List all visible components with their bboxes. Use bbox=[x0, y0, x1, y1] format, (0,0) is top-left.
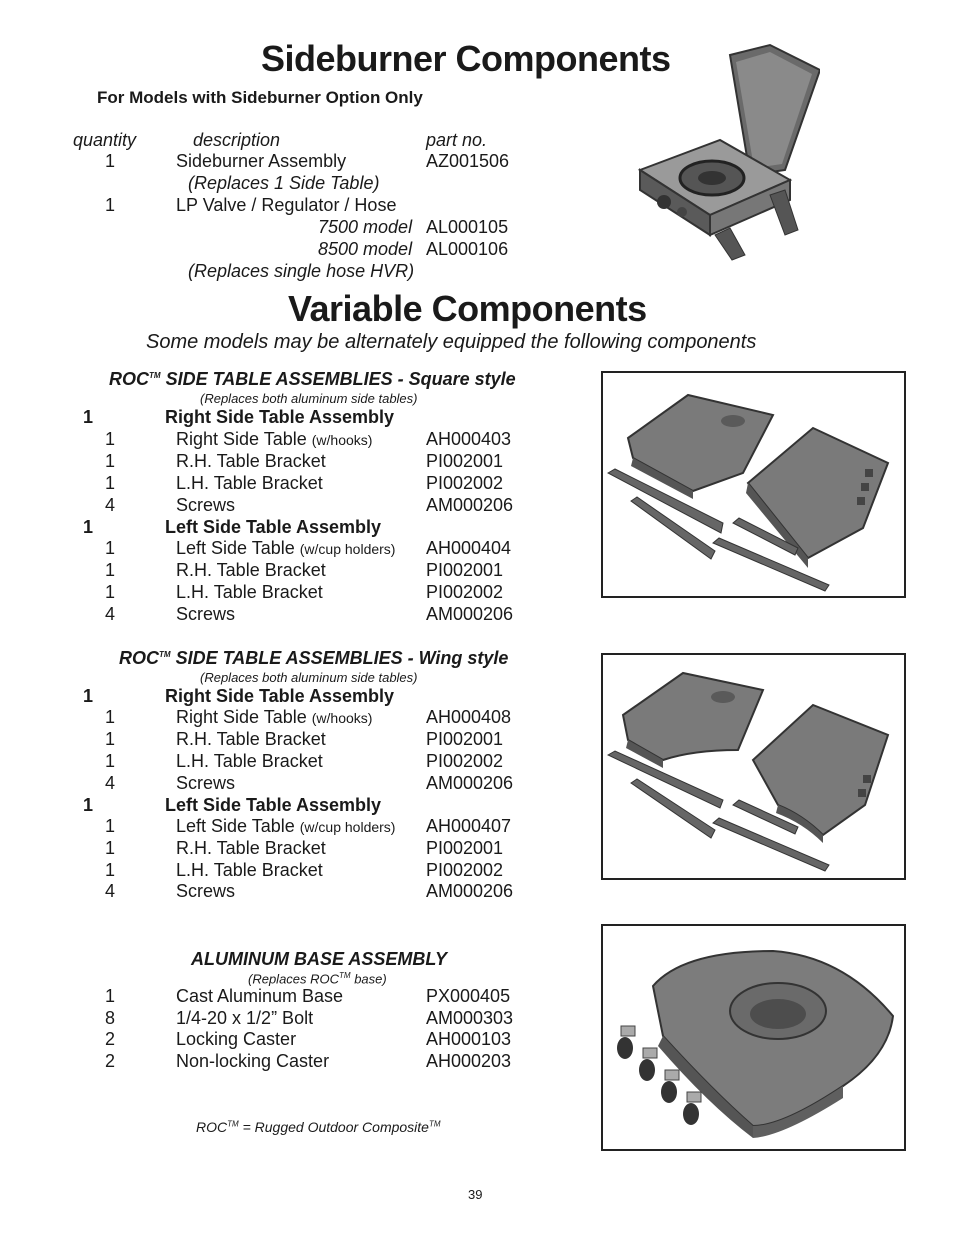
assembly-row bbox=[0, 686, 560, 708]
aluminum-base-note bbox=[248, 971, 387, 986]
table-row bbox=[0, 816, 560, 838]
wing-tables-illustration bbox=[601, 653, 906, 880]
qty: 4 bbox=[104, 773, 115, 793]
header-quantity: quantity bbox=[73, 130, 137, 150]
assembly-label: Left Side Table Assembly bbox=[165, 517, 382, 537]
table-note bbox=[0, 173, 560, 195]
table-row bbox=[0, 151, 560, 173]
table-row bbox=[0, 1029, 560, 1051]
page-number: 39 bbox=[468, 1187, 483, 1202]
qty: 1 bbox=[82, 686, 93, 706]
table-row bbox=[0, 773, 560, 795]
square-style-parts-table bbox=[0, 407, 600, 627]
description: R.H. Table Bracket bbox=[176, 451, 326, 471]
qty: 1 bbox=[104, 986, 115, 1006]
header-description: description bbox=[193, 130, 281, 150]
header-part-no: part no. bbox=[426, 130, 488, 150]
description: R.H. Table Bracket bbox=[176, 560, 326, 580]
part-no: AH000403 bbox=[426, 429, 512, 449]
description: Screws bbox=[176, 881, 236, 901]
table-row bbox=[0, 239, 560, 261]
aluminum-base-drawing bbox=[603, 926, 904, 1149]
qty: 4 bbox=[104, 881, 115, 901]
qty: 1 bbox=[104, 707, 115, 727]
table-row bbox=[0, 451, 560, 473]
model: 8500 model bbox=[318, 239, 413, 259]
assembly-row bbox=[0, 517, 560, 539]
table-row bbox=[0, 429, 560, 451]
note: (Replaces single hose HVR) bbox=[188, 261, 415, 281]
qty: 2 bbox=[104, 1051, 115, 1071]
roc-footnote bbox=[196, 1119, 441, 1135]
assembly-row bbox=[0, 795, 560, 817]
column-headers bbox=[0, 130, 560, 152]
tm-mark: TM bbox=[428, 1119, 441, 1129]
page-title-sideburner: Sideburner Components bbox=[261, 38, 671, 79]
qty: 2 bbox=[104, 1029, 115, 1049]
description: Sideburner Assembly bbox=[176, 151, 347, 171]
qty: 1 bbox=[82, 517, 93, 537]
variable-subtitle: Some models may be alternately equipped the following components bbox=[146, 331, 757, 353]
wing-style-note: (Replaces both aluminum side tables) bbox=[200, 670, 418, 685]
sideburner-illustration bbox=[620, 40, 820, 265]
aluminum-base-header: ALUMINUM BASE ASSEMBLY bbox=[191, 949, 447, 969]
description: L.H. Table Bracket bbox=[176, 473, 323, 493]
table-row bbox=[0, 473, 560, 495]
aluminum-base-parts-table bbox=[0, 986, 600, 1086]
part-no: AZ001506 bbox=[426, 151, 510, 171]
part-no: PX000405 bbox=[426, 986, 511, 1006]
note-text: base) bbox=[350, 971, 387, 987]
part-no: AH000404 bbox=[426, 538, 512, 558]
table-row bbox=[0, 1051, 560, 1073]
qty: 1 bbox=[104, 538, 115, 558]
assembly-row bbox=[0, 407, 560, 429]
part-no: PI002001 bbox=[426, 451, 504, 471]
table-row bbox=[0, 582, 560, 604]
description: L.H. Table Bracket bbox=[176, 582, 323, 602]
qty: 1 bbox=[104, 816, 115, 836]
qty: 1 bbox=[104, 582, 115, 602]
assembly-label: Left Side Table Assembly bbox=[165, 795, 382, 815]
part-no: PI002001 bbox=[426, 560, 504, 580]
footnote-text: ROC bbox=[196, 1119, 228, 1135]
roc-text: ROC bbox=[109, 369, 149, 389]
model: 7500 model bbox=[318, 217, 413, 237]
qty: 1 bbox=[104, 451, 115, 471]
tm-mark: TM bbox=[149, 371, 161, 380]
wing-tables-drawing bbox=[603, 655, 904, 878]
description: R.H. Table Bracket bbox=[176, 729, 326, 749]
table-row bbox=[0, 604, 560, 626]
part-no: AH000407 bbox=[426, 816, 512, 836]
description: Screws bbox=[176, 604, 236, 624]
part-no: AH000408 bbox=[426, 707, 512, 727]
table-row bbox=[0, 881, 560, 903]
table-row bbox=[0, 729, 560, 751]
description: LP Valve / Regulator / Hose bbox=[176, 195, 397, 215]
part-no: AM000303 bbox=[426, 1008, 514, 1028]
aluminum-base-illustration bbox=[601, 924, 906, 1151]
description: Right Side Table bbox=[176, 707, 312, 727]
table-note bbox=[0, 261, 560, 283]
part-no: PI002002 bbox=[426, 860, 504, 880]
wing-style-parts-table bbox=[0, 686, 600, 906]
qty: 4 bbox=[104, 604, 115, 624]
description: Right Side Table bbox=[176, 429, 312, 449]
description: 1/4-20 x 1/2” Bolt bbox=[176, 1008, 314, 1028]
description: Left Side Table bbox=[176, 816, 300, 836]
qty: 1 bbox=[104, 860, 115, 880]
description: L.H. Table Bracket bbox=[176, 860, 323, 880]
part-no: AM000206 bbox=[426, 495, 514, 515]
qty: 1 bbox=[82, 795, 93, 815]
part-no: PI002001 bbox=[426, 838, 504, 858]
assembly-label: Right Side Table Assembly bbox=[165, 407, 395, 427]
part-no: AM000206 bbox=[426, 881, 514, 901]
qty: 1 bbox=[104, 729, 115, 749]
roc-text: ROC bbox=[119, 648, 159, 668]
sideburner-subtitle: For Models with Sideburner Option Only bbox=[97, 88, 423, 107]
part-no: AL000105 bbox=[426, 217, 509, 237]
description-detail: (w/hooks) bbox=[311, 710, 373, 726]
table-row bbox=[0, 707, 560, 729]
square-tables-drawing bbox=[603, 373, 904, 596]
page-title-variable: Variable Components bbox=[288, 288, 647, 329]
qty: 1 bbox=[104, 838, 115, 858]
table-row bbox=[0, 217, 560, 239]
square-tables-illustration bbox=[601, 371, 906, 598]
qty: 4 bbox=[104, 495, 115, 515]
description-detail: (w/cup holders) bbox=[299, 541, 396, 557]
table-row bbox=[0, 560, 560, 582]
description: Screws bbox=[176, 495, 236, 515]
description-detail: (w/hooks) bbox=[311, 432, 373, 448]
header-text: SIDE TABLE ASSEMBLIES - Square style bbox=[160, 369, 516, 389]
tm-mark: TM bbox=[159, 650, 171, 659]
table-row bbox=[0, 495, 560, 517]
qty: 1 bbox=[104, 429, 115, 449]
description: Screws bbox=[176, 773, 236, 793]
part-no: AM000206 bbox=[426, 604, 514, 624]
description: L.H. Table Bracket bbox=[176, 751, 323, 771]
part-no: PI002002 bbox=[426, 473, 504, 493]
description: Left Side Table bbox=[176, 538, 300, 558]
description: R.H. Table Bracket bbox=[176, 838, 326, 858]
qty: 1 bbox=[104, 560, 115, 580]
header-text: SIDE TABLE ASSEMBLIES - Wing style bbox=[170, 648, 509, 668]
qty: 1 bbox=[104, 151, 115, 171]
part-no: AL000106 bbox=[426, 239, 509, 259]
description: Locking Caster bbox=[176, 1029, 297, 1049]
description-detail: (w/cup holders) bbox=[299, 819, 396, 835]
part-no: PI002002 bbox=[426, 751, 504, 771]
part-no: PI002001 bbox=[426, 729, 504, 749]
part-no: AH000203 bbox=[426, 1051, 512, 1071]
part-no: AM000206 bbox=[426, 773, 514, 793]
table-row bbox=[0, 195, 560, 217]
qty: 1 bbox=[104, 473, 115, 493]
table-row bbox=[0, 838, 560, 860]
table-row bbox=[0, 538, 560, 560]
square-style-header bbox=[109, 369, 516, 390]
tm-mark: TM bbox=[227, 1119, 239, 1129]
qty: 1 bbox=[82, 407, 93, 427]
qty: 8 bbox=[104, 1008, 115, 1028]
footnote-text: = Rugged Outdoor Composite bbox=[238, 1119, 429, 1135]
tm-mark: TM bbox=[339, 971, 351, 980]
sideburner-parts-table bbox=[0, 130, 600, 290]
qty: 1 bbox=[104, 751, 115, 771]
part-no: AH000103 bbox=[426, 1029, 512, 1049]
table-row bbox=[0, 751, 560, 773]
note-text: (Replaces ROC bbox=[248, 971, 340, 987]
assembly-label: Right Side Table Assembly bbox=[165, 686, 395, 706]
square-style-note: (Replaces both aluminum side tables) bbox=[200, 391, 418, 406]
part-no: PI002002 bbox=[426, 582, 504, 602]
description: Cast Aluminum Base bbox=[176, 986, 344, 1006]
qty: 1 bbox=[104, 195, 115, 215]
table-row bbox=[0, 986, 560, 1008]
description: Non-locking Caster bbox=[176, 1051, 330, 1071]
table-row bbox=[0, 1008, 560, 1030]
note: (Replaces 1 Side Table) bbox=[188, 173, 380, 193]
wing-style-header bbox=[119, 648, 508, 669]
table-row bbox=[0, 860, 560, 882]
